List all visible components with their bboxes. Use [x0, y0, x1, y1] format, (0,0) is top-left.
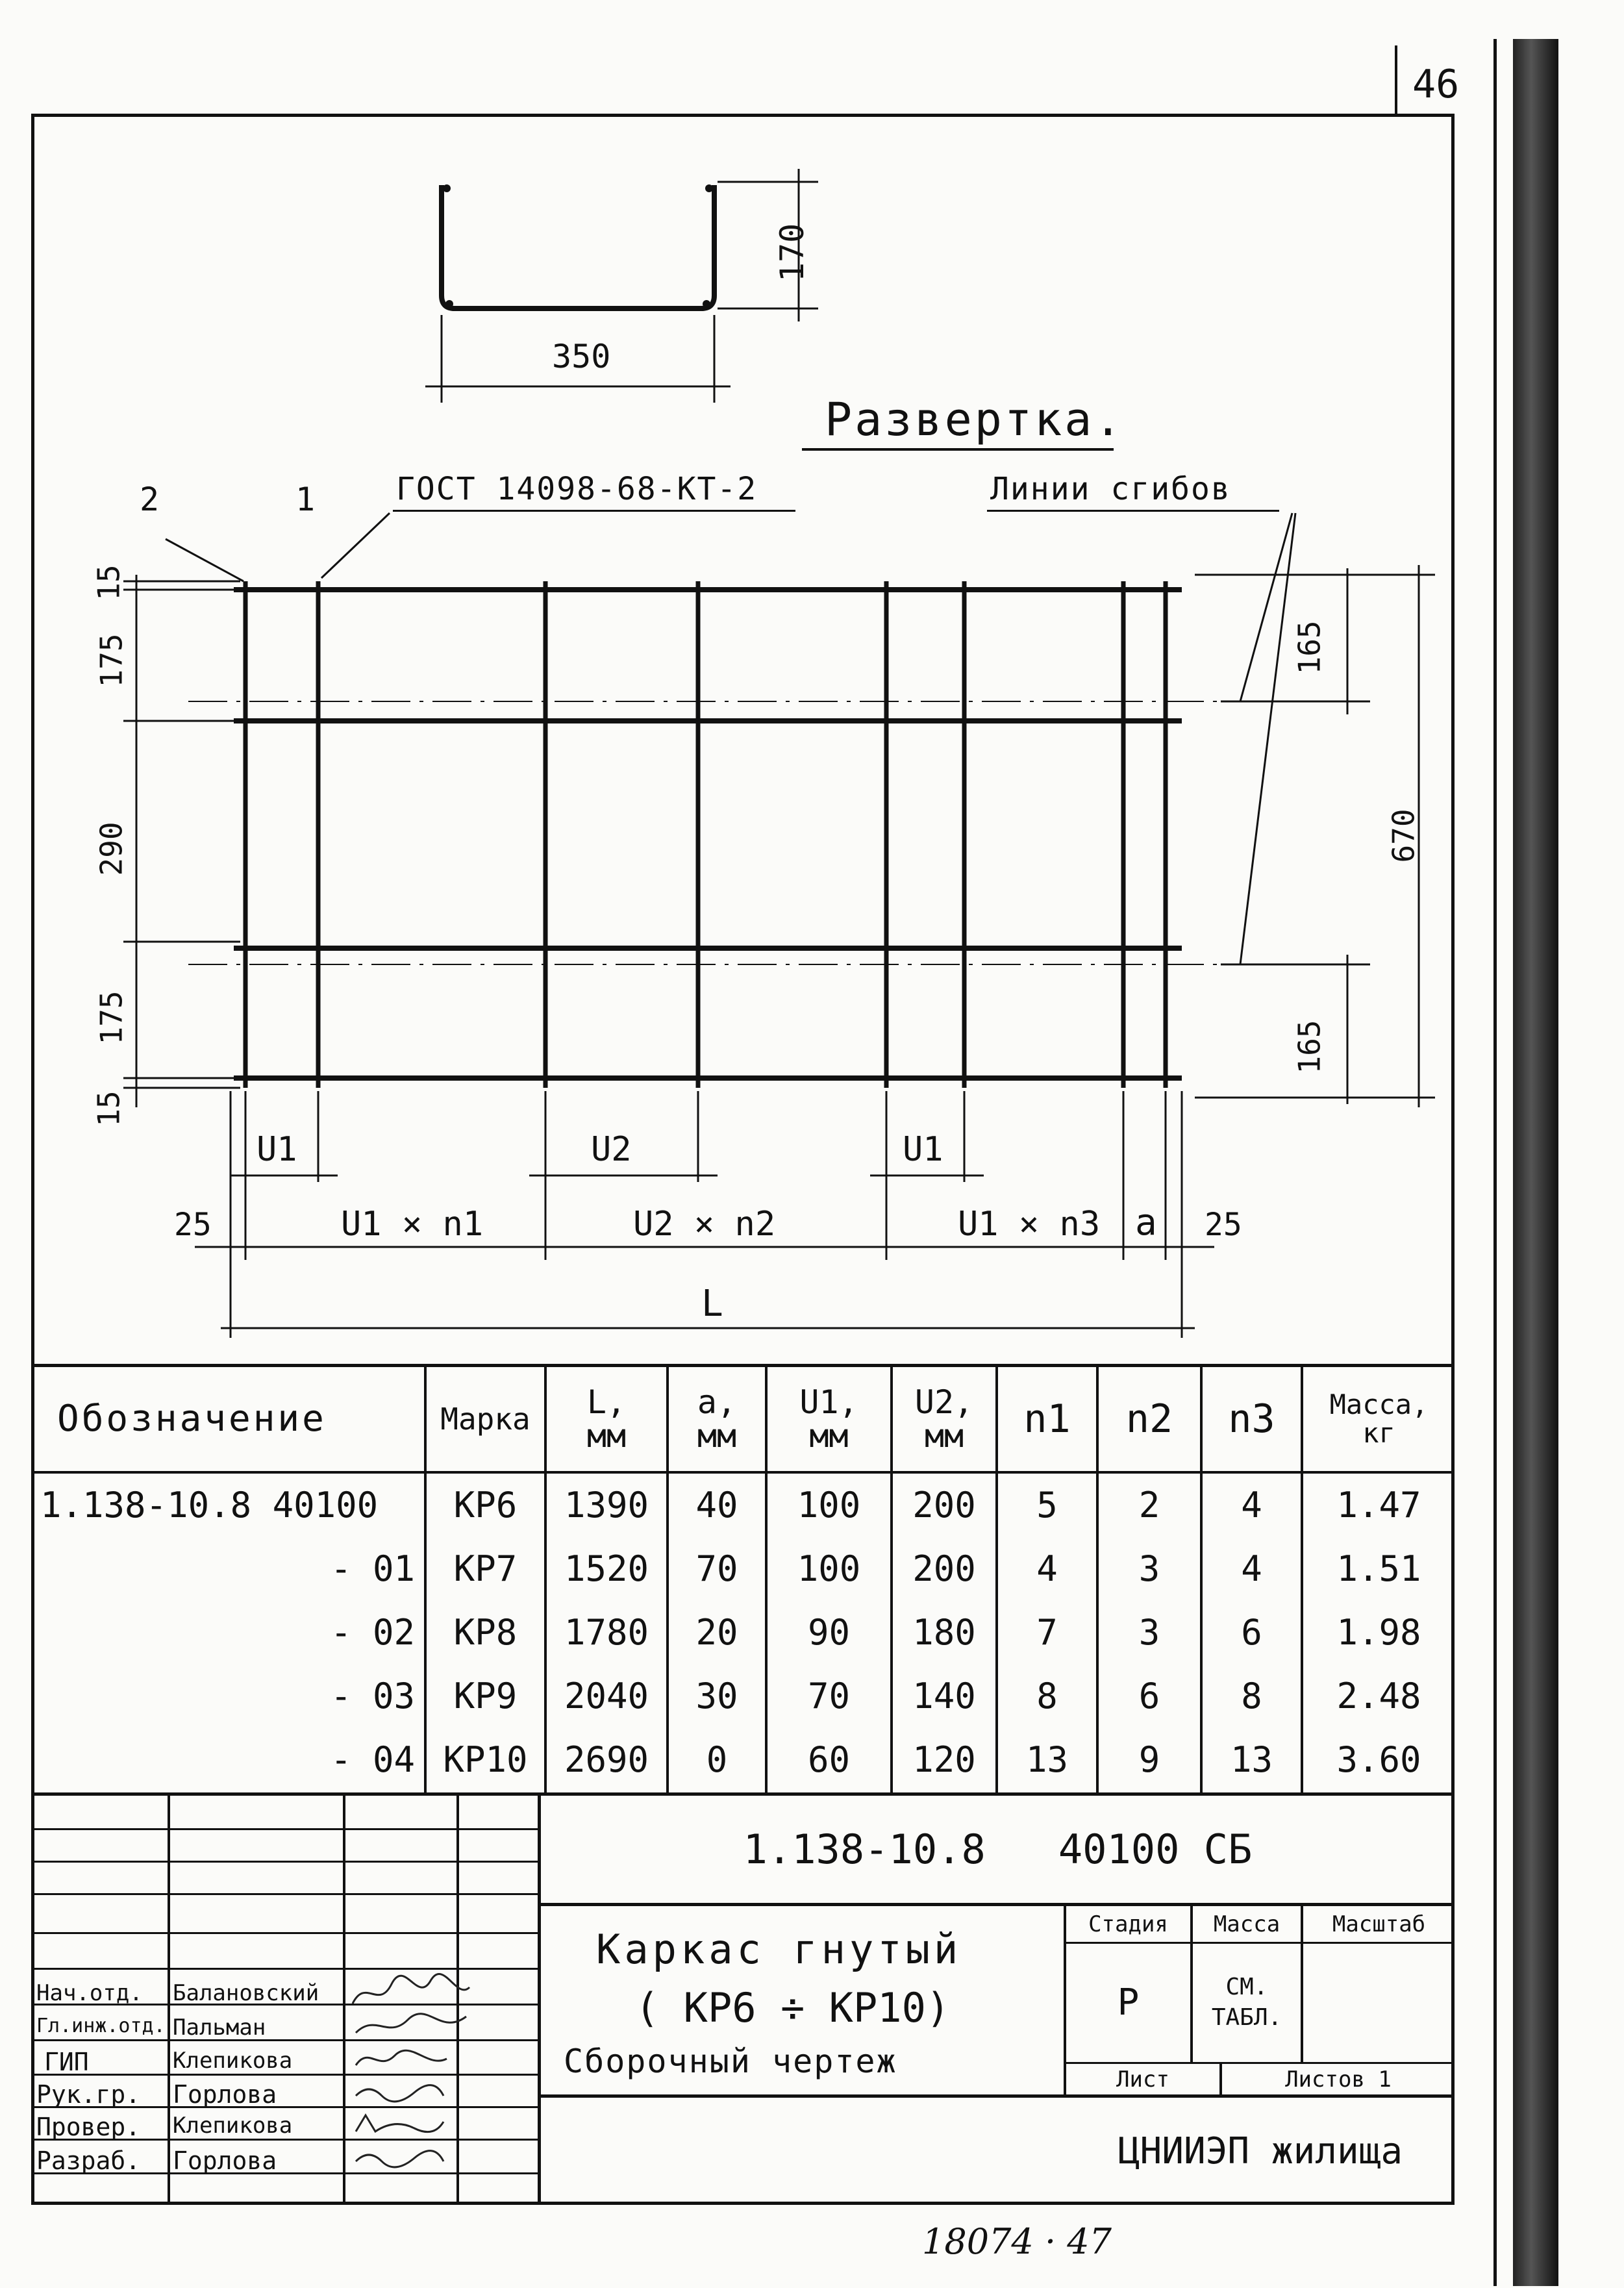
col-L-header-unit: мм: [586, 1417, 627, 1455]
row-mark: КР6: [453, 1485, 518, 1526]
left-dim-290: 290: [94, 822, 129, 876]
row-L: 2690: [564, 1739, 649, 1780]
row-n3: 13: [1230, 1739, 1273, 1780]
dim-segment-1: U1 × n1: [341, 1205, 484, 1244]
row-n2: 3: [1138, 1548, 1160, 1589]
unfold-title: Развертка.: [825, 393, 1125, 446]
row-n3: 4: [1241, 1548, 1262, 1589]
dim-25-left: 25: [174, 1207, 212, 1243]
row-n1: 13: [1025, 1739, 1069, 1780]
sheet-number-box-left: [1395, 45, 1397, 117]
row-u2: 200: [912, 1548, 976, 1589]
dim-u1-first: U1: [256, 1130, 297, 1169]
sheet-number: 46: [1412, 62, 1460, 107]
unfold-drawing: [97, 507, 1461, 1351]
table-row: [31, 1537, 1455, 1601]
dim-segment-2: U2 × n2: [633, 1205, 776, 1244]
handwritten-note: 18074 · 47: [922, 2221, 1112, 2262]
row-n3: 6: [1241, 1612, 1262, 1653]
stage-label: Стадия: [1088, 1911, 1168, 1937]
col-a-header-sym: a,: [697, 1383, 737, 1421]
row-mass: 3.60: [1336, 1739, 1421, 1780]
staff-name: Балановский: [173, 1980, 319, 2006]
row-n3: 4: [1241, 1485, 1262, 1526]
stage-value: Р: [1117, 1981, 1140, 2024]
title-block: [31, 1796, 1455, 2205]
row-n1: 7: [1036, 1612, 1058, 1653]
signature-5: [349, 2109, 447, 2138]
profile-height-dim: 170: [773, 223, 812, 283]
row-mark: КР10: [443, 1739, 528, 1780]
sheets-label: Листов 1: [1285, 2066, 1392, 2093]
gost-callout: ГОСТ 14098-68-КТ-2: [396, 471, 758, 507]
scan-edge-line: [1493, 39, 1497, 2286]
product-name-3: Сборочный чертеж: [564, 2043, 897, 2080]
row-n2: 3: [1138, 1612, 1160, 1653]
row-n1: 4: [1036, 1548, 1058, 1589]
col-u2-header: [893, 1367, 995, 1471]
row-mass: 1.51: [1336, 1548, 1421, 1589]
staff-name: Горлова: [173, 2146, 277, 2175]
table-row: [31, 1601, 1455, 1665]
col-mass-header-label: Масса,: [1329, 1388, 1429, 1420]
staff-name: Клепикова: [173, 2048, 293, 2074]
profile-section-drawing: [390, 156, 896, 416]
row-mark: КР9: [453, 1676, 518, 1716]
row-n2: 6: [1138, 1676, 1160, 1716]
row-mass: 2.48: [1336, 1676, 1421, 1716]
col-u2-header-unit: мм: [924, 1417, 964, 1455]
staff-role: Нач.отд.: [36, 1980, 143, 2006]
right-dim-670: 670: [1386, 809, 1421, 863]
row-u1: 90: [807, 1612, 851, 1653]
signature-6: [349, 2142, 447, 2171]
col-n1-header: n1: [1023, 1396, 1071, 1442]
dim-u1-second: U1: [903, 1130, 943, 1169]
row-mass: 1.98: [1336, 1612, 1421, 1653]
signature-4: [349, 2076, 447, 2106]
staff-name: Горлова: [173, 2080, 277, 2109]
row-L: 1520: [564, 1548, 649, 1589]
left-dim-15-top: 15: [91, 564, 127, 601]
row-mark: КР7: [453, 1548, 518, 1589]
signature-3: [349, 2043, 453, 2075]
unfold-title-underline: [802, 448, 1114, 451]
row-designation: - 04: [330, 1739, 415, 1780]
dim-segment-3: U1 × n3: [958, 1205, 1101, 1244]
row-u1: 60: [807, 1739, 851, 1780]
dim-u2: U2: [591, 1130, 632, 1169]
col-u1-header: [768, 1367, 890, 1471]
row-u1: 100: [797, 1485, 861, 1526]
profile-width-dim: 350: [552, 338, 611, 375]
right-dim-165-bottom: 165: [1292, 1020, 1327, 1074]
row-n2: 2: [1138, 1485, 1160, 1526]
row-designation: - 03: [330, 1676, 415, 1716]
staff-role: Разраб.: [36, 2146, 141, 2175]
product-name-1: Каркас гнутый: [596, 1926, 962, 1973]
row-mark: КР8: [453, 1612, 518, 1653]
col-mark-header: Марка: [440, 1402, 531, 1437]
product-name-2: ( КР6 ÷ КР10): [635, 1984, 951, 2031]
position-2: 2: [140, 481, 160, 518]
col-a-header: [669, 1367, 765, 1471]
staff-role: Рук.гр.: [36, 2080, 141, 2109]
position-1: 1: [295, 481, 316, 518]
row-n1: 8: [1036, 1676, 1058, 1716]
row-u2: 200: [912, 1485, 976, 1526]
row-a: 20: [695, 1612, 738, 1653]
staff-role: Гл.инж.отд.: [36, 2015, 166, 2037]
col-a-header-unit: мм: [697, 1417, 737, 1455]
staff-role: Провер.: [36, 2113, 141, 2141]
sheet-label: Лист: [1116, 2066, 1169, 2093]
col-designation-header: Обозначение: [57, 1398, 327, 1440]
dim-a: a: [1135, 1201, 1157, 1244]
table-row: [31, 1665, 1455, 1728]
staff-name: Пальман: [173, 2015, 266, 2041]
row-n3: 8: [1241, 1676, 1262, 1716]
left-dim-175-top: 175: [94, 633, 129, 688]
col-mass-header: [1303, 1367, 1455, 1471]
row-mass: 1.47: [1336, 1485, 1421, 1526]
col-u2-header-sym: U2,: [914, 1383, 974, 1421]
bend-lines-callout: Линии сгибов: [990, 471, 1231, 507]
table-row: [31, 1474, 1455, 1537]
row-designation: - 01: [330, 1548, 415, 1589]
row-designation: - 02: [330, 1612, 415, 1653]
row-u2: 180: [912, 1612, 976, 1653]
staff-role: ГИП: [44, 2048, 89, 2076]
doc-code: 1.138-10.8 40100 СБ: [743, 1825, 1253, 1873]
row-u1: 100: [797, 1548, 861, 1589]
row-designation: 1.138-10.8 40100: [40, 1485, 379, 1526]
col-n2-header: n2: [1125, 1396, 1173, 1442]
left-dim-175-bottom: 175: [94, 990, 129, 1045]
row-n2: 9: [1138, 1739, 1160, 1780]
row-a: 40: [695, 1485, 738, 1526]
row-a: 30: [695, 1676, 738, 1716]
right-dim-165-top: 165: [1292, 620, 1327, 675]
col-n3-header: n3: [1228, 1396, 1275, 1442]
col-L-header-sym: L,: [586, 1383, 627, 1421]
staff-name: Клепикова: [173, 2113, 293, 2139]
row-u2: 120: [912, 1739, 976, 1780]
col-u1-header-unit: мм: [809, 1417, 849, 1455]
row-L: 1780: [564, 1612, 649, 1653]
signature-2: [349, 2007, 473, 2046]
mass-label: Масса: [1213, 1911, 1280, 1937]
row-L: 1390: [564, 1485, 649, 1526]
scale-label: Масштаб: [1332, 1911, 1426, 1937]
left-dim-15-bottom: 15: [91, 1090, 127, 1127]
row-u2: 140: [912, 1676, 976, 1716]
mass-value: СМ. ТАБЛ.: [1211, 1974, 1282, 2031]
row-a: 70: [695, 1548, 738, 1589]
row-a: 0: [706, 1739, 728, 1780]
row-n1: 5: [1036, 1485, 1058, 1526]
col-mass-header-unit: кг: [1362, 1417, 1395, 1449]
col-L-header: [547, 1367, 666, 1471]
spec-table: [31, 1364, 1455, 1796]
col-u1-header-sym: U1,: [799, 1383, 858, 1421]
dim-25-right: 25: [1205, 1207, 1242, 1243]
table-row: [31, 1728, 1455, 1792]
row-u1: 70: [807, 1676, 851, 1716]
organization: ЦНИИЭП жилища: [1118, 2130, 1403, 2172]
row-L: 2040: [564, 1676, 649, 1716]
dim-total-L: L: [701, 1283, 723, 1325]
scan-edge: [1513, 39, 1558, 2286]
